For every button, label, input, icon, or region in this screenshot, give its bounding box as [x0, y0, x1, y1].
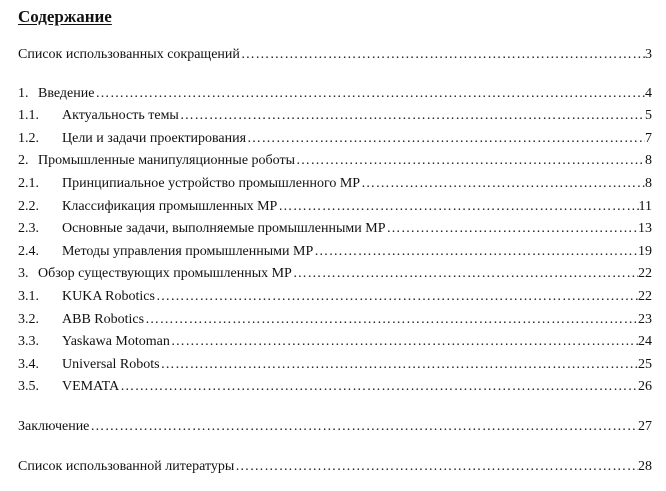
toc-entry[interactable] — [18, 242, 652, 262]
toc-entry-title: Список использованной литературы — [18, 459, 235, 474]
toc-entry-page: 28 — [638, 459, 652, 474]
toc-entry-title: Список использованных сокращений — [18, 47, 240, 62]
toc-dot-leader — [94, 84, 645, 104]
toc-entry-title: Классификация промышленных МР — [62, 199, 278, 214]
toc-entry-page: 19 — [638, 244, 652, 259]
toc-entry-page: 8 — [645, 176, 652, 191]
toc-entry-number: 1. — [18, 86, 29, 101]
toc-entry-title: Yaskawa Motoman — [62, 334, 170, 349]
toc-entry-number: 1.1. — [18, 108, 39, 123]
toc-entry-title: Обзор существующих промышленных МР — [38, 266, 292, 281]
toc-entry-title: Введение — [38, 86, 95, 101]
toc-entry-page: 4 — [645, 86, 652, 101]
toc-entry-number: 2.1. — [18, 176, 39, 191]
toc-entry-number: 2.2. — [18, 199, 39, 214]
toc-dot-leader — [360, 174, 645, 194]
toc-dot-leader — [295, 151, 645, 171]
toc-entry-number: 3.4. — [18, 357, 39, 372]
toc-dot-leader — [179, 106, 645, 126]
toc-entry-title: Принципиальное устройство промышленного МР — [62, 176, 361, 191]
toc-entry[interactable] — [18, 310, 652, 330]
toc-entry-number: 2.3. — [18, 221, 39, 236]
toc-entry[interactable] — [18, 219, 652, 239]
toc-entry-title: ABB Robotics — [62, 312, 145, 327]
toc-entry[interactable] — [18, 84, 652, 104]
toc-entry[interactable] — [18, 377, 652, 397]
toc-entry-page: 25 — [638, 357, 652, 372]
toc-dot-leader — [119, 377, 638, 397]
toc-dot-leader — [170, 332, 638, 352]
toc-dot-leader — [277, 197, 638, 217]
toc-entry-number: 3.1. — [18, 289, 39, 304]
toc-dot-leader — [313, 242, 638, 262]
toc-title: Содержание — [18, 7, 112, 26]
toc-entry-number: 3.5. — [18, 379, 39, 394]
toc-entry[interactable] — [18, 174, 652, 194]
toc-entry-title: Методы управления промышленными МР — [62, 244, 314, 259]
toc-entry[interactable] — [18, 332, 652, 352]
toc-entry-page: 11 — [638, 199, 652, 214]
toc-dot-leader — [292, 264, 638, 284]
toc-entry-title: VEMATA — [62, 379, 120, 394]
toc-entry-page: 13 — [638, 221, 652, 236]
toc-dot-leader — [160, 355, 638, 375]
toc-entry-title: Основные задачи, выполняемые промышленными МР — [62, 221, 386, 236]
toc-entry-page: 27 — [638, 419, 652, 434]
toc-entry-page: 3 — [645, 47, 652, 62]
toc-dot-leader — [234, 457, 638, 477]
toc-entry-title: Актуальность темы — [62, 108, 179, 123]
toc-entry[interactable] — [18, 45, 652, 65]
toc-dot-leader — [385, 219, 638, 239]
toc-entry-page: 7 — [645, 131, 652, 146]
toc-entry-page: 23 — [638, 312, 652, 327]
toc-entry-number: 2. — [18, 153, 29, 168]
toc-entry-page: 22 — [638, 266, 652, 281]
toc-entry-page: 8 — [645, 153, 652, 168]
toc-entry-title: Цели и задачи проектирования — [62, 131, 247, 146]
toc-entry-number: 1.2. — [18, 131, 39, 146]
toc-dot-leader — [144, 310, 638, 330]
toc-entry[interactable] — [18, 457, 652, 477]
toc-entry[interactable] — [18, 417, 652, 437]
toc-entry-title: KUKA Robotics — [62, 289, 155, 304]
toc-dot-leader — [246, 129, 645, 149]
toc-entry[interactable] — [18, 106, 652, 126]
toc-entry-title: Заключение — [18, 419, 90, 434]
toc-dot-leader — [89, 417, 638, 437]
toc-entry[interactable] — [18, 197, 652, 217]
toc-entry-page: 5 — [645, 108, 652, 123]
toc-entry[interactable] — [18, 129, 652, 149]
toc-entry-page: 22 — [638, 289, 652, 304]
toc-entry-title: Промышленные манипуляционные роботы — [38, 153, 296, 168]
toc-entry-number: 2.4. — [18, 244, 39, 259]
toc-entry[interactable] — [18, 355, 652, 375]
toc-dot-leader — [155, 287, 638, 307]
toc-entry-title: Universal Robots — [62, 357, 160, 372]
toc-entry-page: 26 — [638, 379, 652, 394]
toc-entry-page: 24 — [638, 334, 652, 349]
toc-entry-number: 3. — [18, 266, 29, 281]
toc-entry-number: 3.2. — [18, 312, 39, 327]
toc-entry[interactable] — [18, 287, 652, 307]
toc-entry[interactable] — [18, 151, 652, 171]
toc-entry-number: 3.3. — [18, 334, 39, 349]
toc-dot-leader — [240, 45, 645, 65]
toc-entry[interactable] — [18, 264, 652, 284]
